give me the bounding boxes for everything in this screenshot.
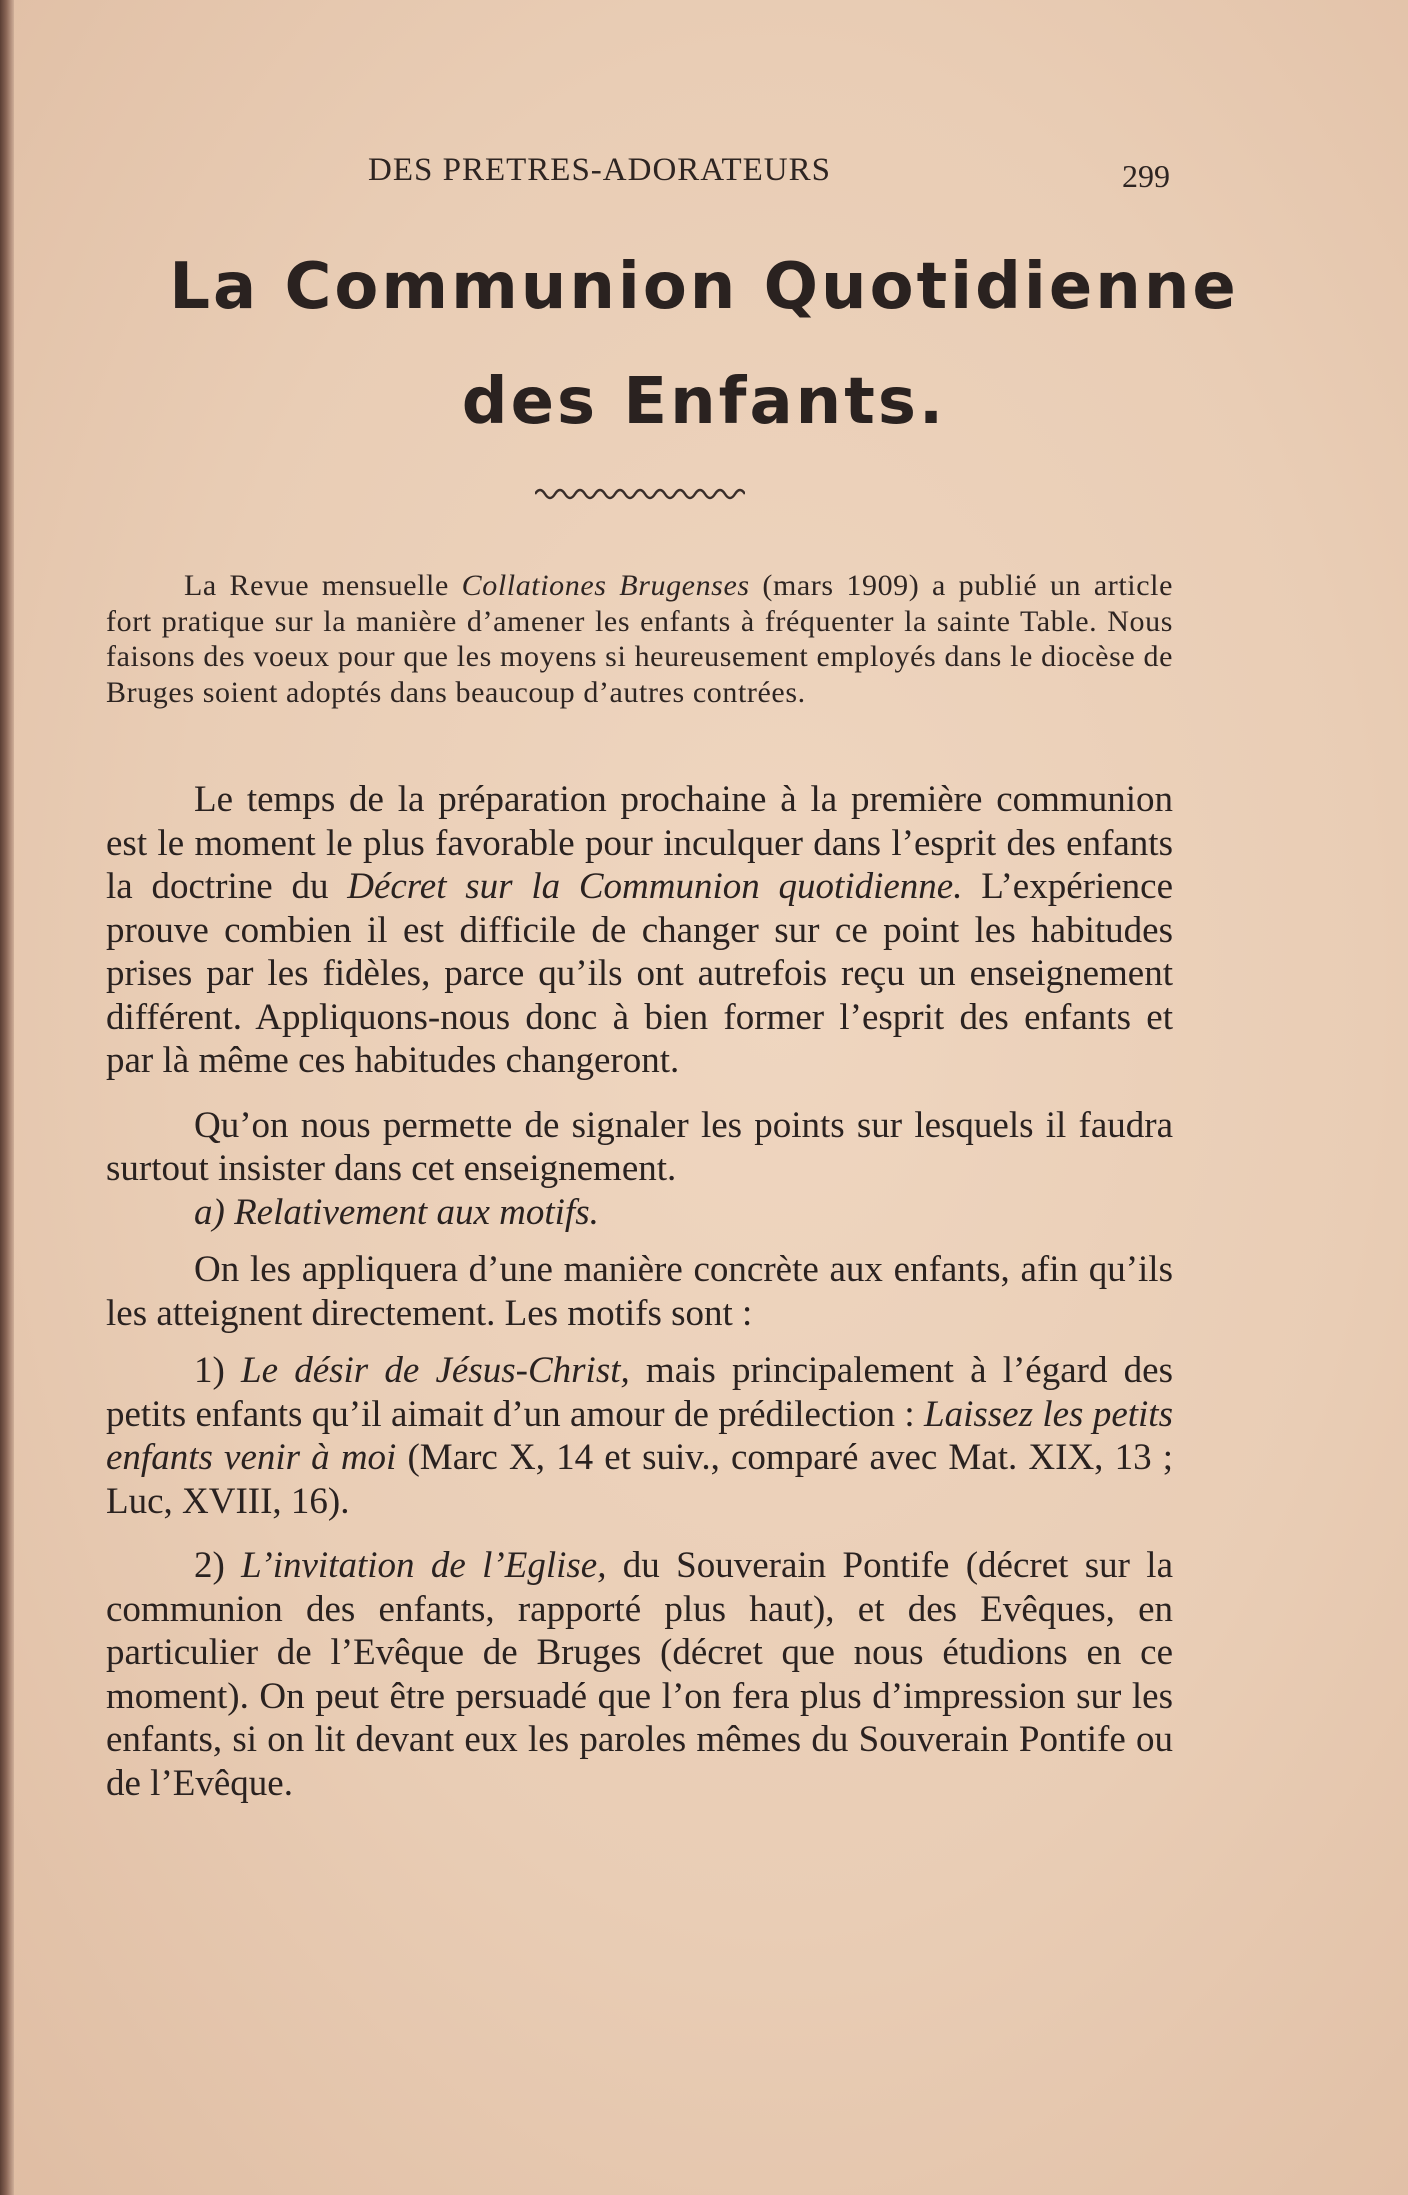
list-item-1-title: Le désir de Jésus-Christ, (241, 1350, 630, 1391)
list-item-1-number: 1) (194, 1350, 242, 1391)
section-a-heading (106, 1191, 1173, 1235)
paragraph-3: On les appliquera d’une manière concrète aux enfants, afin qu’ils les atteignent directement. Les motifs sont : (106, 1249, 1173, 1334)
paragraph-1-text-b: L’expérience prouve combien il est difficile de changer sur ce point les habitudes prises par les fidèles, parce qu’ils ont autrefois reçu un enseignement différent. Appliquons-nous donc à bien former l’esprit des enfants et par là même ces habitudes changeront. (106, 866, 1173, 1081)
list-item-1-text-b: (Marc X, 14 et suiv., comparé avec Mat. XIX, 13 ; Luc, XVIII, 16). (106, 1437, 1173, 1522)
running-head: DES PRETRES-ADORATEURS (368, 152, 831, 188)
list-item-2 (106, 1544, 1173, 1805)
paragraph-1-text-a: Le temps de la préparation prochaine à la première communion est le moment le plus favorable pour inculquer dans l’esprit des enfants la doctrine du (106, 779, 1173, 907)
paragraph-1 (106, 778, 1173, 1083)
list-item-1-quote: Laissez les petits enfants venir à moi (106, 1393, 1173, 1478)
note-text-start: La Revue mensuelle (184, 569, 462, 602)
article-title-line-1: La Communion Quotidienne (169, 250, 1239, 324)
book-spine-edge (0, 0, 14, 2195)
page-number: 299 (1122, 158, 1170, 194)
section-a-label: a) (194, 1191, 235, 1233)
list-item-1-text-a: mais principalement à l’égard des petits enfants qu’il aimait d’un amour de prédilection : (106, 1350, 1173, 1435)
list-item-2-title: L’invitation de l’Eglise, (241, 1545, 607, 1586)
editorial-note (106, 568, 1173, 710)
note-source-title: Collationes Brugenses (461, 569, 750, 602)
list-item-1 (106, 1349, 1173, 1523)
wavy-rule-ornament (535, 484, 745, 504)
list-item-2-number: 2) (194, 1545, 242, 1586)
section-a-title: Relativement aux motifs. (234, 1191, 599, 1233)
article-body (106, 778, 1173, 1805)
decree-title: Décret sur la Communion quotidienne. (347, 866, 963, 907)
paragraph-2: Qu’on nous permette de signaler les points sur lesquels il faudra surtout insister dans cet enseignement. (106, 1104, 1173, 1189)
note-text-end: (mars 1909) a publié un article fort pratique sur la manière d’amener les enfants à fréquenter la sainte Table. Nous faisons des voeux pour que les moyens si heureusement employés dans le diocèse de Bruges soient adoptés dans beaucoup d’autres contrées. (106, 569, 1174, 709)
list-item-2-text: du Souverain Pontife (décret sur la communion des enfants, rapporté plus haut), et des Evêques, en particulier de l’Evêque de Bruges (décret que nous étudions en ce moment). On peut être persuadé que l’on fera plus d’impression sur les enfants, si on lit devant eux les paroles mêmes du Souverain Pontife ou de l’Evêque. (106, 1545, 1173, 1804)
editorial-note-paragraph (106, 568, 1173, 710)
article-title-line-2: des Enfants. (461, 365, 947, 439)
